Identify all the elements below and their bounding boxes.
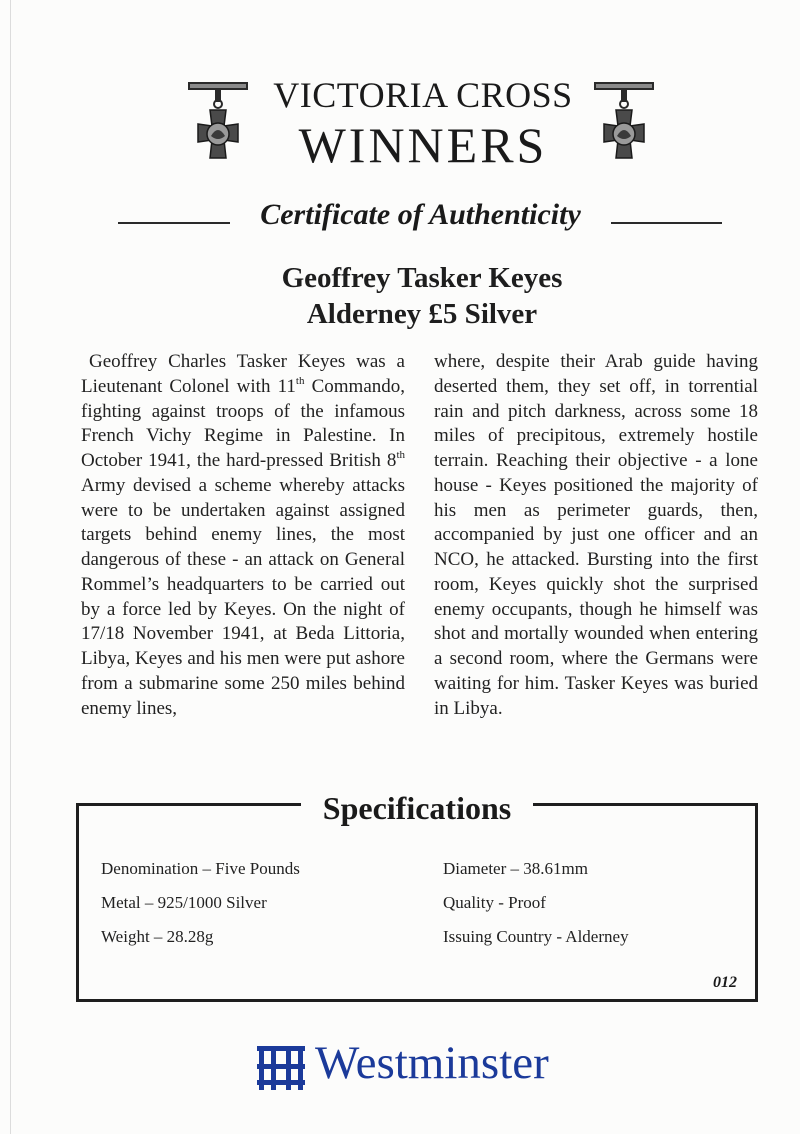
spec-column-right [443, 852, 629, 954]
spec-metal: Metal – 925/1000 Silver [101, 893, 267, 912]
certificate-number: 012 [713, 974, 737, 991]
body-text: Army devised a scheme whereby attacks were to be undertaken against assigned targets behind enemy lines, the most dangerous of these - an attack on General Rommel’s headquarters to be carried out by a force led by Keyes. On the night of 17/18 November 1941, at Beda Littoria, Libya, Keyes and his men were put ashore from a submarine some 250 miles behind enemy lines, [81, 474, 405, 719]
spec-weight: Weight – 28.28g [101, 927, 214, 946]
logo-wordmark: Westminster [315, 1037, 549, 1089]
westminster-logo [255, 1037, 585, 1096]
coin-title [150, 260, 694, 332]
body-column-left [81, 350, 405, 721]
coin-issue: Alderney £5 Silver [306, 298, 538, 330]
ordinal-suffix: th [396, 449, 405, 461]
specifications-box [76, 790, 758, 1002]
victoria-cross-medal-icon [592, 80, 656, 172]
coin-name: Geoffrey Tasker Keyes [281, 262, 563, 294]
body-text: Geoffrey Charles Tasker Keyes was a Lieutenant Colonel with 11 [81, 351, 405, 397]
spec-diameter: Diameter – 38.61mm [443, 859, 588, 878]
ordinal-suffix: th [295, 374, 305, 387]
specifications-title: Specifications [301, 790, 533, 827]
body-column-right [434, 350, 758, 721]
divider-left [118, 222, 230, 224]
vc-header [186, 72, 660, 178]
certificate-title: Certificate of Authenticity [260, 198, 581, 231]
header-line-1: VICTORIA CROSS [273, 75, 573, 115]
spec-issuing-country: Issuing Country - Alderney [443, 927, 629, 946]
body-text: Commando, fighting against troops of the infamous French Vichy Regime in Palestine. In October 1941, the hard-pressed British 8 [81, 375, 405, 471]
body-paragraph-left [81, 350, 405, 721]
body-paragraph-right: where, despite their Arab guide having deserted them, they set off, in torrential rain and pitch darkness, across some 18 miles of precipitous, extremely hostile terrain. Reaching their objective - a lone house - Keyes positioned the majority of his men as perimeter guards, then, accompanied by just one officer and an NCO, he attacked. Bursting into the first room, Keyes quickly shot the surprised enemy occupants, though he himself was shot and mortally wounded when entering a second room, where the Germans were waiting for him. Tasker Keyes was buried in Libya. [434, 351, 758, 719]
page-edge [10, 0, 11, 1134]
portcullis-icon [255, 1042, 307, 1092]
spec-denomination: Denomination – Five Pounds [101, 859, 300, 878]
victoria-cross-medal-icon [186, 80, 250, 172]
spec-quality: Quality - Proof [443, 893, 546, 912]
header-line-2: WINNERS [298, 117, 548, 173]
spec-column-left [101, 852, 300, 954]
divider-right [611, 222, 722, 224]
certificate-heading [118, 198, 722, 242]
